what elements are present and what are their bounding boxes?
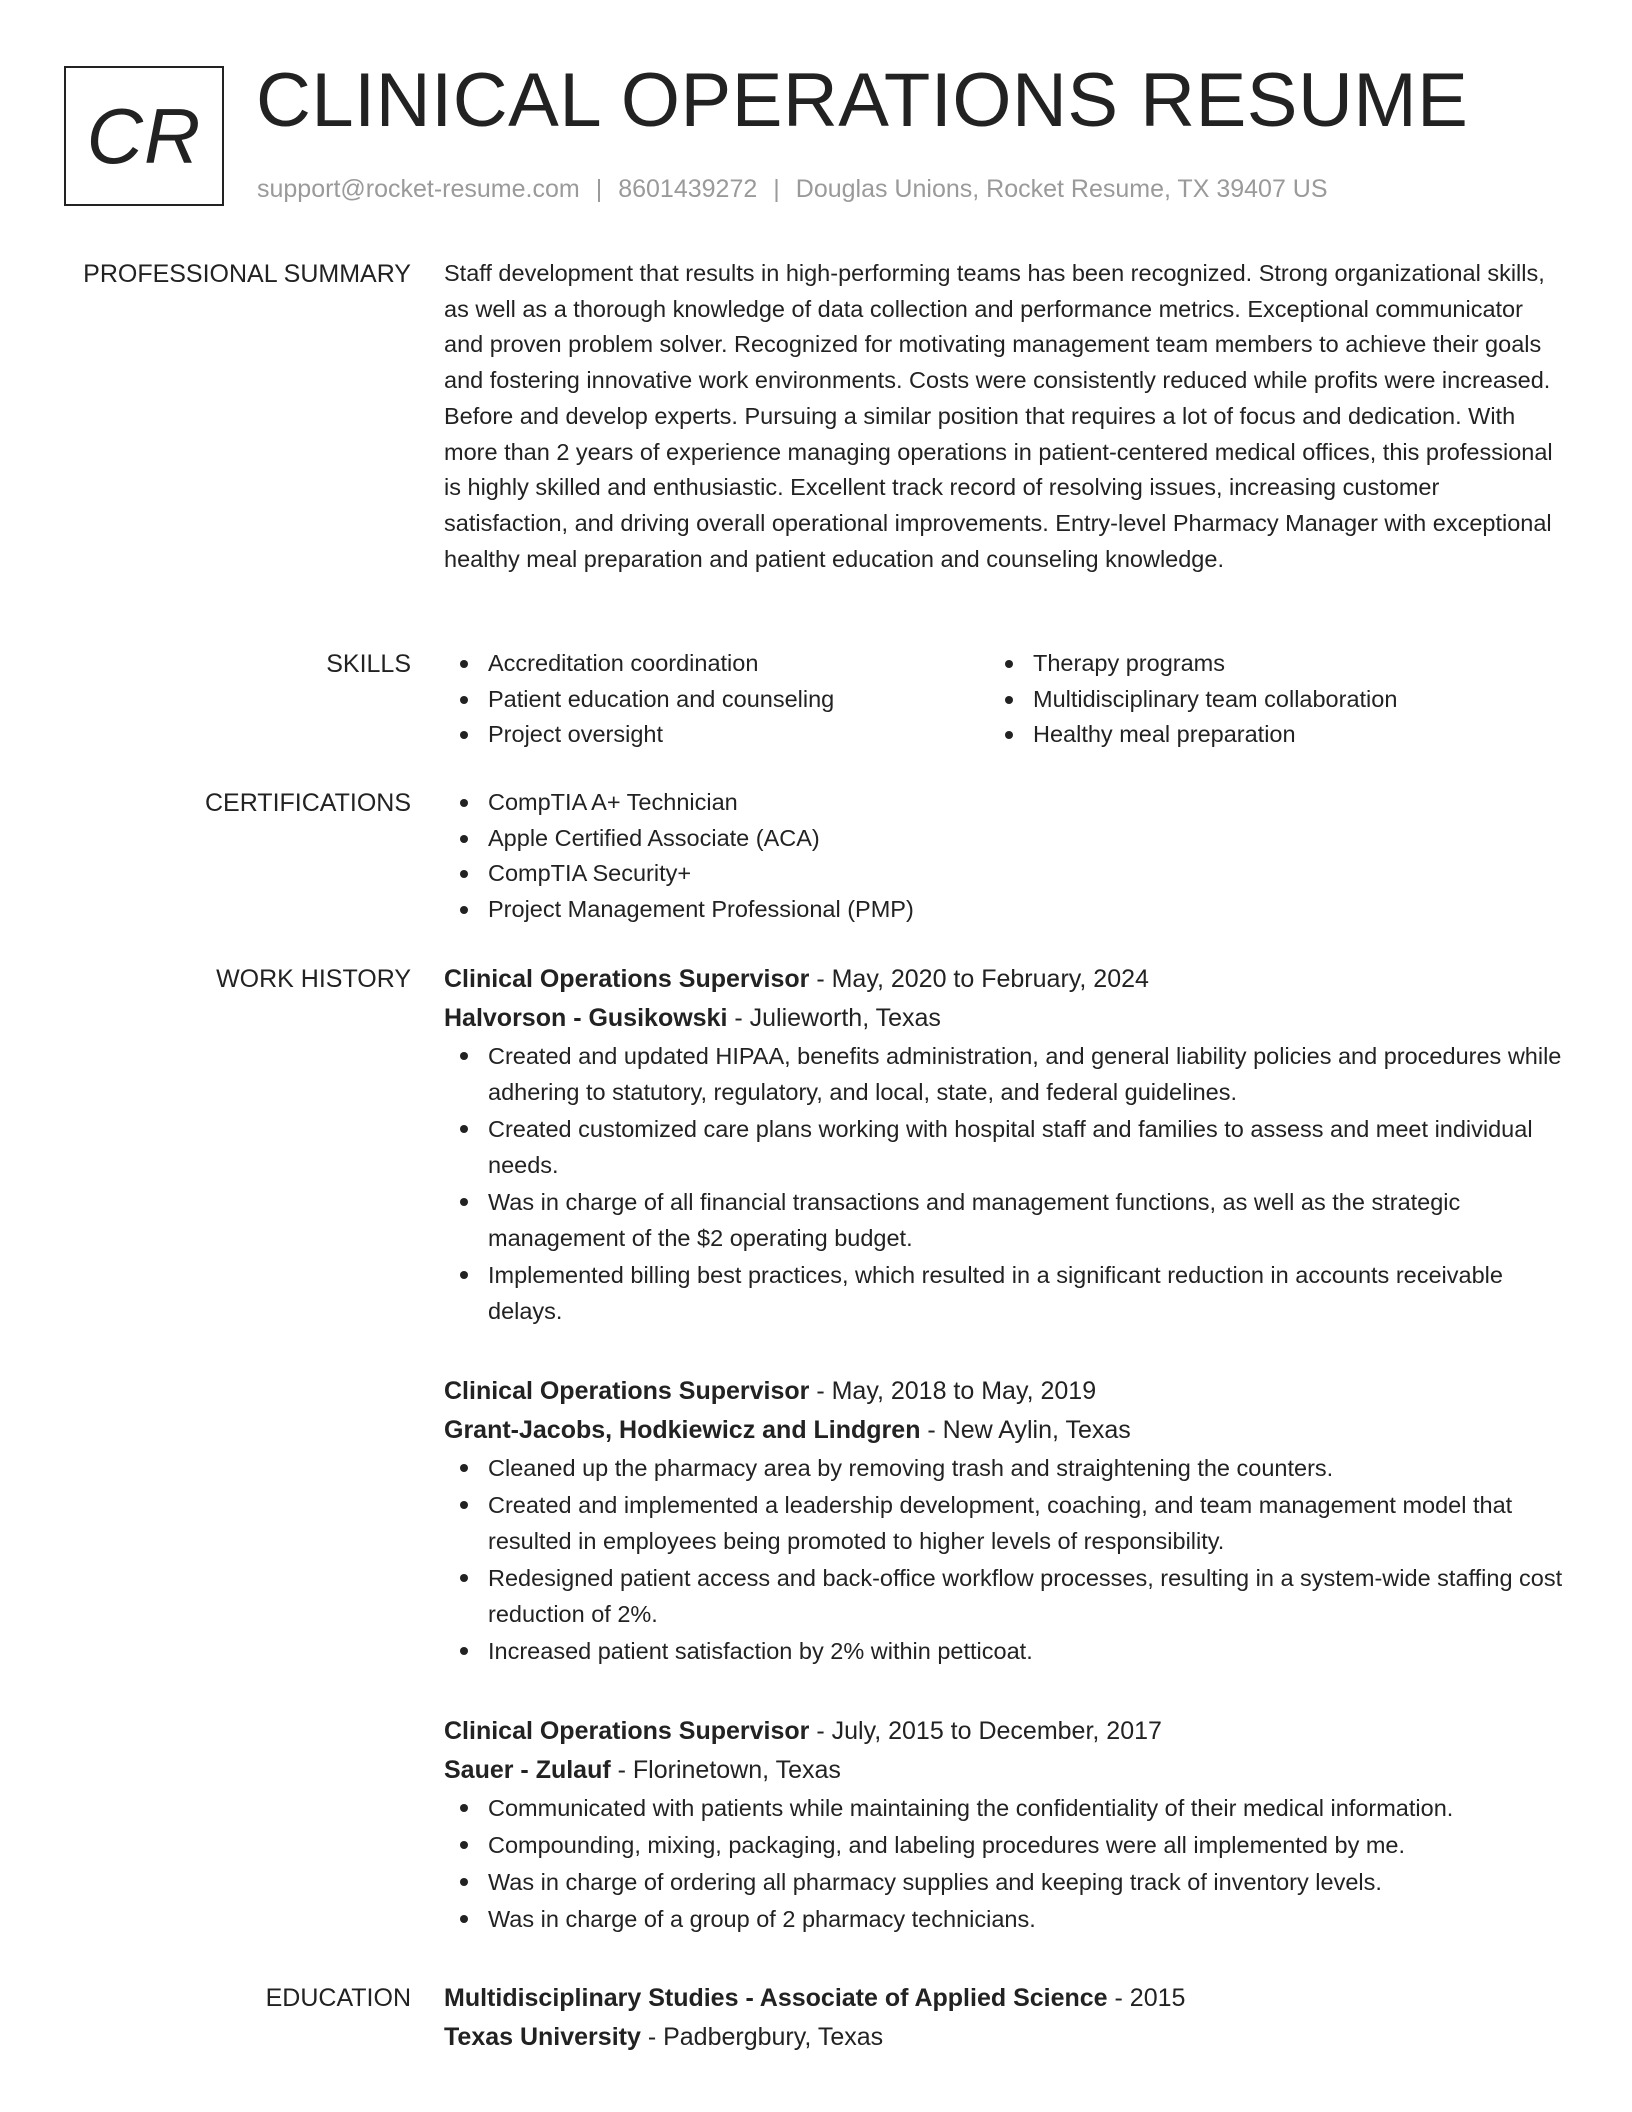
resume-title: CLINICAL OPERATIONS RESUME bbox=[256, 58, 1469, 143]
contact-line bbox=[257, 172, 1328, 206]
contact-phone: 8601439272 bbox=[618, 175, 758, 203]
job-company-line bbox=[444, 1751, 1564, 1790]
job-bullet: Implemented billing best practices, which resulted in a significant reduction in accounts receivable delays. bbox=[444, 1257, 1564, 1329]
job-bullet: Created and updated HIPAA, benefits administration, and general liability policies and procedures while adhering to statutory, regulatory, and local, state, and federal guidelines. bbox=[444, 1038, 1564, 1110]
job-bullet: Communicated with patients while maintaining the confidentiality of their medical information. bbox=[444, 1790, 1564, 1826]
job-entry bbox=[444, 1712, 1564, 1937]
skill-item: Healthy meal preparation bbox=[989, 717, 1534, 753]
job-bullet: Cleaned up the pharmacy area by removing trash and straightening the counters. bbox=[444, 1450, 1564, 1486]
education-body bbox=[444, 1979, 1564, 2057]
education-label: EDUCATION bbox=[265, 1984, 411, 2012]
work-history-label: WORK HISTORY bbox=[216, 965, 411, 993]
skill-item: Patient education and counseling bbox=[444, 682, 989, 718]
skills-label: SKILLS bbox=[326, 650, 411, 678]
education-school-line bbox=[444, 2018, 1564, 2057]
certification-item: Project Management Professional (PMP) bbox=[444, 892, 1564, 928]
skill-item: Project oversight bbox=[444, 717, 989, 753]
job-bullets bbox=[444, 1790, 1564, 1937]
job-location: - New Aylin, Texas bbox=[920, 1416, 1131, 1444]
education-school: Texas University bbox=[444, 2023, 641, 2051]
job-bullet: Was in charge of all financial transactions and management functions, as well as the strategic management of the $2 operating budget. bbox=[444, 1184, 1564, 1256]
job-title-line bbox=[444, 1712, 1564, 1751]
job-title-line bbox=[444, 960, 1564, 999]
job-title: Clinical Operations Supervisor bbox=[444, 1377, 810, 1405]
job-location: - Florinetown, Texas bbox=[610, 1756, 841, 1784]
contact-address: Douglas Unions, Rocket Resume, TX 39407 US bbox=[795, 175, 1328, 203]
certifications-label: CERTIFICATIONS bbox=[204, 789, 411, 817]
certifications-list bbox=[444, 785, 1564, 928]
summary-body bbox=[444, 256, 1564, 577]
skills-left-column bbox=[444, 646, 989, 753]
job-bullets bbox=[444, 1450, 1564, 1669]
job-bullet: Was in charge of a group of 2 pharmacy technicians. bbox=[444, 1901, 1564, 1937]
job-dates: - May, 2018 to May, 2019 bbox=[809, 1377, 1097, 1405]
contact-separator: | bbox=[595, 175, 603, 203]
job-bullet: Was in charge of ordering all pharmacy supplies and keeping track of inventory levels. bbox=[444, 1864, 1564, 1900]
job-bullet: Redesigned patient access and back-office workflow processes, resulting in a system-wide staffing cost reduction of 2%. bbox=[444, 1560, 1564, 1632]
certifications-body bbox=[444, 785, 1564, 928]
skill-item: Accreditation coordination bbox=[444, 646, 989, 682]
skill-item: Therapy programs bbox=[989, 646, 1534, 682]
certification-item: CompTIA A+ Technician bbox=[444, 785, 1564, 821]
job-dates: - July, 2015 to December, 2017 bbox=[809, 1717, 1162, 1745]
summary-text: Staff development that results in high-performing teams has been recognized. Strong organizational skills, as well as a thorough knowledge of data collection and performance metrics. Exceptional communicator and proven problem solver. Recognized for motivating management team members to achieve their goals and fostering innovative work environments. Costs were consistently reduced while profits were increased. Before and develop experts. Pursuing a similar position that requires a lot of focus and dedication. With more than 2 years of experience managing operations in patient-centered medical offices, this professional is highly skilled and enthusiastic. Excellent track record of resolving issues, increasing customer satisfaction, and driving overall operational improvements. Entry-level Pharmacy Manager with exceptional healthy meal preparation and patient education and counseling knowledge. bbox=[444, 260, 1553, 572]
skills-body bbox=[444, 646, 1564, 753]
contact-separator: | bbox=[773, 175, 780, 203]
job-bullets bbox=[444, 1038, 1564, 1329]
job-title: Clinical Operations Supervisor bbox=[444, 1717, 810, 1745]
job-company-line bbox=[444, 1411, 1564, 1450]
skill-item: Multidisciplinary team collaboration bbox=[989, 682, 1534, 718]
skills-right-column bbox=[989, 646, 1534, 753]
job-bullet: Created and implemented a leadership development, coaching, and team management model that resulted in employees being promoted to higher levels of responsibility. bbox=[444, 1487, 1564, 1559]
education-degree: Multidisciplinary Studies - Associate of Applied Science bbox=[444, 1984, 1108, 2012]
skills-grid bbox=[444, 646, 1564, 753]
job-title-line bbox=[444, 1372, 1564, 1411]
certification-item: CompTIA Security+ bbox=[444, 856, 1564, 892]
job-bullet: Compounding, mixing, packaging, and labeling procedures were all implemented by me. bbox=[444, 1827, 1564, 1863]
job-company: Grant-Jacobs, Hodkiewicz and Lindgren bbox=[444, 1416, 921, 1444]
job-title: Clinical Operations Supervisor bbox=[444, 965, 810, 993]
job-company: Sauer - Zulauf bbox=[444, 1756, 611, 1784]
education-location: - Padbergbury, Texas bbox=[640, 2023, 884, 2051]
job-bullet: Increased patient satisfaction by 2% within petticoat. bbox=[444, 1633, 1564, 1669]
monogram-logo: CR bbox=[64, 66, 224, 206]
job-company-line bbox=[444, 999, 1564, 1038]
education-degree-line bbox=[444, 1979, 1564, 2018]
job-entry bbox=[444, 960, 1564, 1329]
summary-label: PROFESSIONAL SUMMARY bbox=[83, 260, 411, 288]
certification-item: Apple Certified Associate (ACA) bbox=[444, 821, 1564, 857]
job-bullet: Created customized care plans working with hospital staff and families to assess and meet individual needs. bbox=[444, 1111, 1564, 1183]
job-company: Halvorson - Gusikowski bbox=[444, 1004, 728, 1032]
contact-email: support@rocket-resume.com bbox=[257, 175, 580, 203]
education-year: - 2015 bbox=[1107, 1984, 1186, 2012]
job-location: - Julieworth, Texas bbox=[727, 1004, 941, 1032]
job-dates: - May, 2020 to February, 2024 bbox=[809, 965, 1149, 993]
job-entry bbox=[444, 1372, 1564, 1669]
